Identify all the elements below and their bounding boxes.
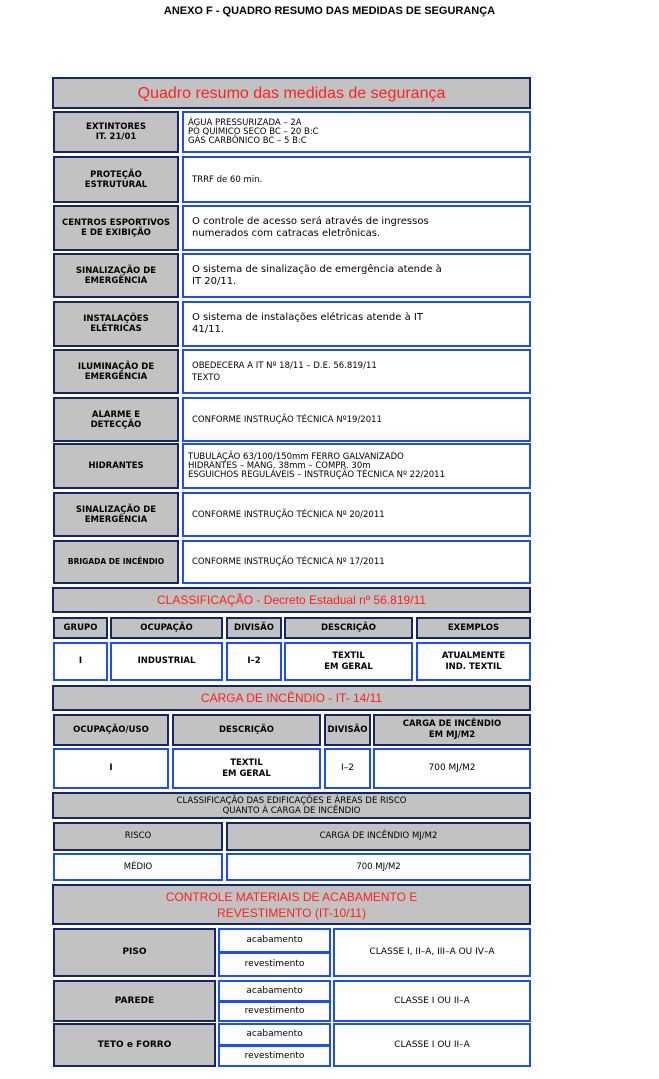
cell-carga-mj: 700 MJ/M2 (226, 853, 531, 881)
col-carga-mj: CARGA DE INCÊNDIO MJ/M2 (226, 822, 531, 851)
measure-value: OBEDECERA A IT Nº 18/11 – D.E. 56.819/11 TEXTO (182, 349, 531, 394)
col-risco: RISCO (53, 822, 223, 851)
cell-exemplos: ATUALMENTE IND. TEXTIL (416, 642, 531, 681)
measure-label: ILUMINAÇÃO DE EMERGÊNCIA (53, 349, 179, 394)
measure-value: TUBULAÇÃO 63/100/150mm FERRO GALVANIZADO HIDRANTES – MANG. 38mm – COMPR. 30m ESGUICHOS REGULÁVEIS – INSTRUÇÃO TÉCNICA Nº 22/2011 (182, 443, 531, 489)
col-carga: CARGA DE INCÊNDIO EM MJ/M2 (373, 714, 531, 746)
measure-label: SINALIZAÇÃO DE EMERGÊNCIA (53, 253, 179, 298)
measure-label: SINALIZAÇÃO DE EMERGÊNCIA (53, 492, 179, 537)
measure-label: HIDRANTES (53, 443, 179, 489)
controle-classe: CLASSE I, II–A, III–A OU IV–A (333, 928, 531, 977)
col-divisao: DIVISÃO (324, 714, 371, 746)
cell-ocupacao-uso: I (53, 748, 169, 789)
classificacao-header: CLASSIFICAÇÃO - Decreto Estadual nº 56.819/11 (52, 587, 531, 613)
measure-label: BRIGADA DE INCÊNDIO (53, 540, 179, 584)
measure-value: CONFORME INSTRUÇÃO TÉCNICA Nº19/2011 (182, 397, 531, 442)
controle-revestimento: revestimento (218, 1001, 331, 1022)
cell-divisao: I–2 (226, 642, 282, 681)
cell-descricao: TEXTIL EM GERAL (284, 642, 413, 681)
col-exemplos: EXEMPLOS (416, 617, 531, 639)
measure-value: ÁGUA PRESSURIZADA – 2A PÓ QUÍMICO SECO BC – 20 B:C GÁS CARBÔNICO BC – 5 B:C (182, 111, 531, 153)
controle-label: PAREDE (53, 980, 216, 1022)
measure-label: INSTALAÇÕES ELÉTRICAS (53, 301, 179, 347)
measure-value: O controle de acesso será através de ingressos numerados com catracas eletrônicas. (182, 205, 531, 251)
measure-label: ALARME E DETECÇÃO (53, 397, 179, 442)
controle-label: PISO (53, 928, 216, 977)
cell-grupo: I (53, 642, 108, 681)
controle-acabamento: acabamento (218, 980, 331, 1002)
document-title: ANEXO F - QUADRO RESUMO DAS MEDIDAS DE SEGURANÇA (163, 5, 496, 17)
col-divisao: DIVISÃO (226, 617, 282, 639)
main-header: Quadro resumo das medidas de segurança (52, 77, 531, 109)
measure-value: O sistema de instalações elétricas atende à IT 41/11. (182, 301, 531, 347)
controle-acabamento: acabamento (218, 928, 331, 953)
controle-label: TETO e FORRO (53, 1023, 216, 1067)
measure-value: TRRF de 60 min. (182, 156, 531, 203)
controle-classe: CLASSE I OU II–A (333, 980, 531, 1022)
controle-revestimento: revestimento (218, 952, 331, 977)
measure-label: EXTINTORES IT. 21/01 (53, 111, 179, 153)
col-ocupacao-uso: OCUPAÇÃO/USO (53, 714, 169, 746)
cell-risco: MÉDIO (53, 853, 223, 881)
measure-value: O sistema de sinalização de emergência atende à IT 20/11. (182, 253, 531, 298)
measure-value: CONFORME INSTRUÇÃO TÉCNICA Nº 17/2011 (182, 540, 531, 584)
carga-header: CARGA DE INCÊNDIO - IT- 14/11 (52, 685, 531, 711)
cell-descricao: TEXTIL EM GERAL (172, 748, 321, 789)
col-grupo: GRUPO (53, 617, 108, 639)
controle-classe: CLASSE I OU II–A (333, 1023, 531, 1067)
cell-carga: 700 MJ/M2 (373, 748, 531, 789)
cell-ocupacao: INDUSTRIAL (110, 642, 223, 681)
risco-header: CLASSIFICAÇÃO DAS EDIFICAÇÕES E ÁREAS DE RISCO QUANTO À CARGA DE INCÊNDIO (52, 792, 531, 819)
col-ocupacao: OCUPAÇÃO (110, 617, 223, 639)
measure-label: PROTEÇÃO ESTRUTURAL (53, 156, 179, 203)
cell-divisao: I–2 (324, 748, 371, 789)
col-descricao: DESCRIÇÃO (284, 617, 413, 639)
controle-header: CONTROLE MATERIAIS DE ACABAMENTO E REVESTIMENTO (IT-10/11) (52, 884, 531, 925)
controle-revestimento: revestimento (218, 1045, 331, 1067)
controle-acabamento: acabamento (218, 1023, 331, 1046)
measure-label: CENTROS ESPORTIVOS E DE EXIBIÇÃO (53, 205, 179, 251)
col-descricao: DESCRIÇÃO (172, 714, 321, 746)
measure-value: CONFORME INSTRUÇÃO TÉCNICA Nº 20/2011 (182, 492, 531, 537)
